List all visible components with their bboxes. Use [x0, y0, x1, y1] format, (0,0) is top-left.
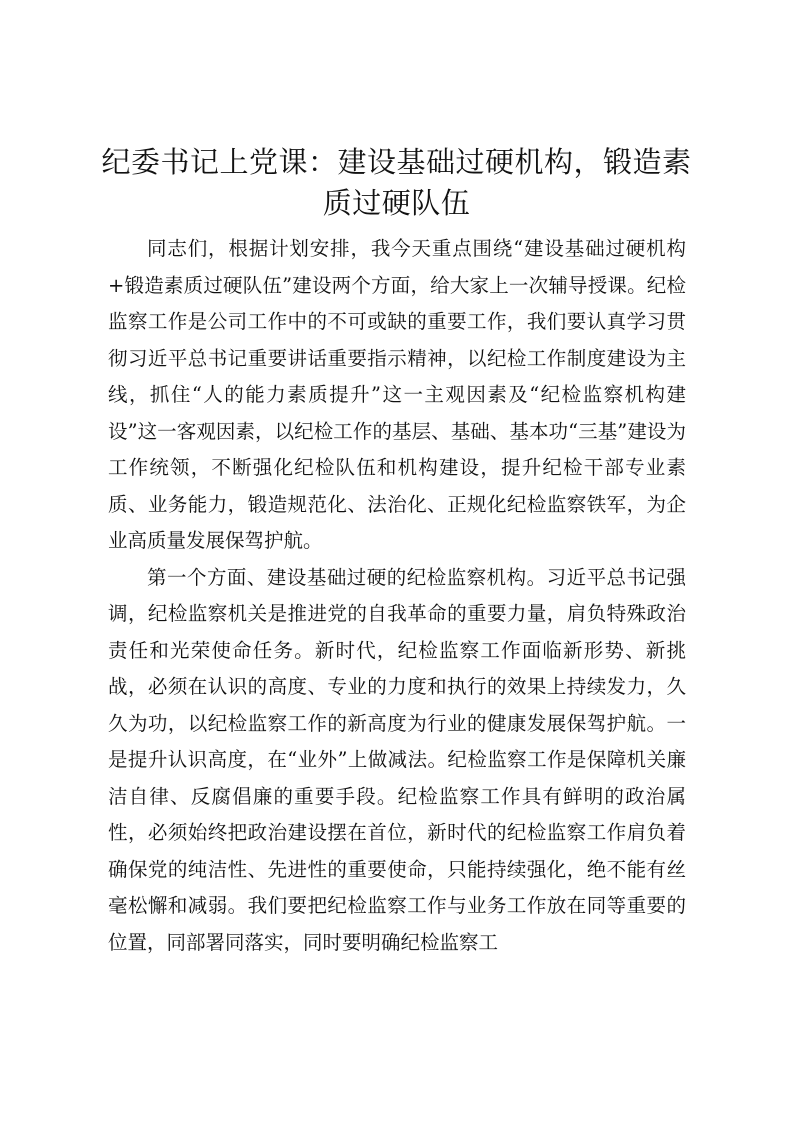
document-body — [108, 231, 686, 961]
paragraph-section-one: 第一个方面、建设基础过硬的纪检监察机构。习近平总书记强调，纪检监察机关是推进党的自我革命的重要力量，肩负特殊政治责任和光荣使命任务。新时代，纪检监察工作面临新形势、新挑战，必须在认识的高度、专业的力度和执行的效果上持续发力，久久为功，以纪检监察工作的新高度为行业的健康发展保驾护航。一是提升认识高度，在“业外”上做减法。纪检监察工作是保障机关廉洁自律、反腐倡廉的重要手段。纪检监察工作具有鲜明的政治属性，必须始终把政治建设摆在首位，新时代的纪检监察工作肩负着确保党的纯洁性、先进性的重要使命，只能持续强化，绝不能有丝毫松懈和减弱。我们要把纪检监察工作与业务工作放在同等重要的位置，同部署同落实，同时要明确纪检监察工 — [108, 565, 686, 954]
paragraph-intro: 同志们，根据计划安排，我今天重点围绕“建设基础过硬机构+锻造素质过硬队伍”建设两个方面，给大家上一次辅导授课。纪检监察工作是公司工作中的不可或缺的重要工作，我们要认真学习贯彻习近平总书记重要讲话重要指示精神，以纪检工作制度建设为主线，抓住“人的能力素质提升”这一主观因素及“纪检监察机构建设”这一客观因素，以纪检工作的基层、基础、基本功“三基”建设为工作统领，不断强化纪检队伍和机构建设，提升纪检干部专业素质、业务能力，锻造规范化、法治化、正规化纪检监察铁军，为企业高质量发展保驾护航。 — [108, 237, 686, 552]
document-title: 纪委书记上党课：建设基础过硬机构，锻造素质过硬队伍 — [101, 145, 692, 220]
